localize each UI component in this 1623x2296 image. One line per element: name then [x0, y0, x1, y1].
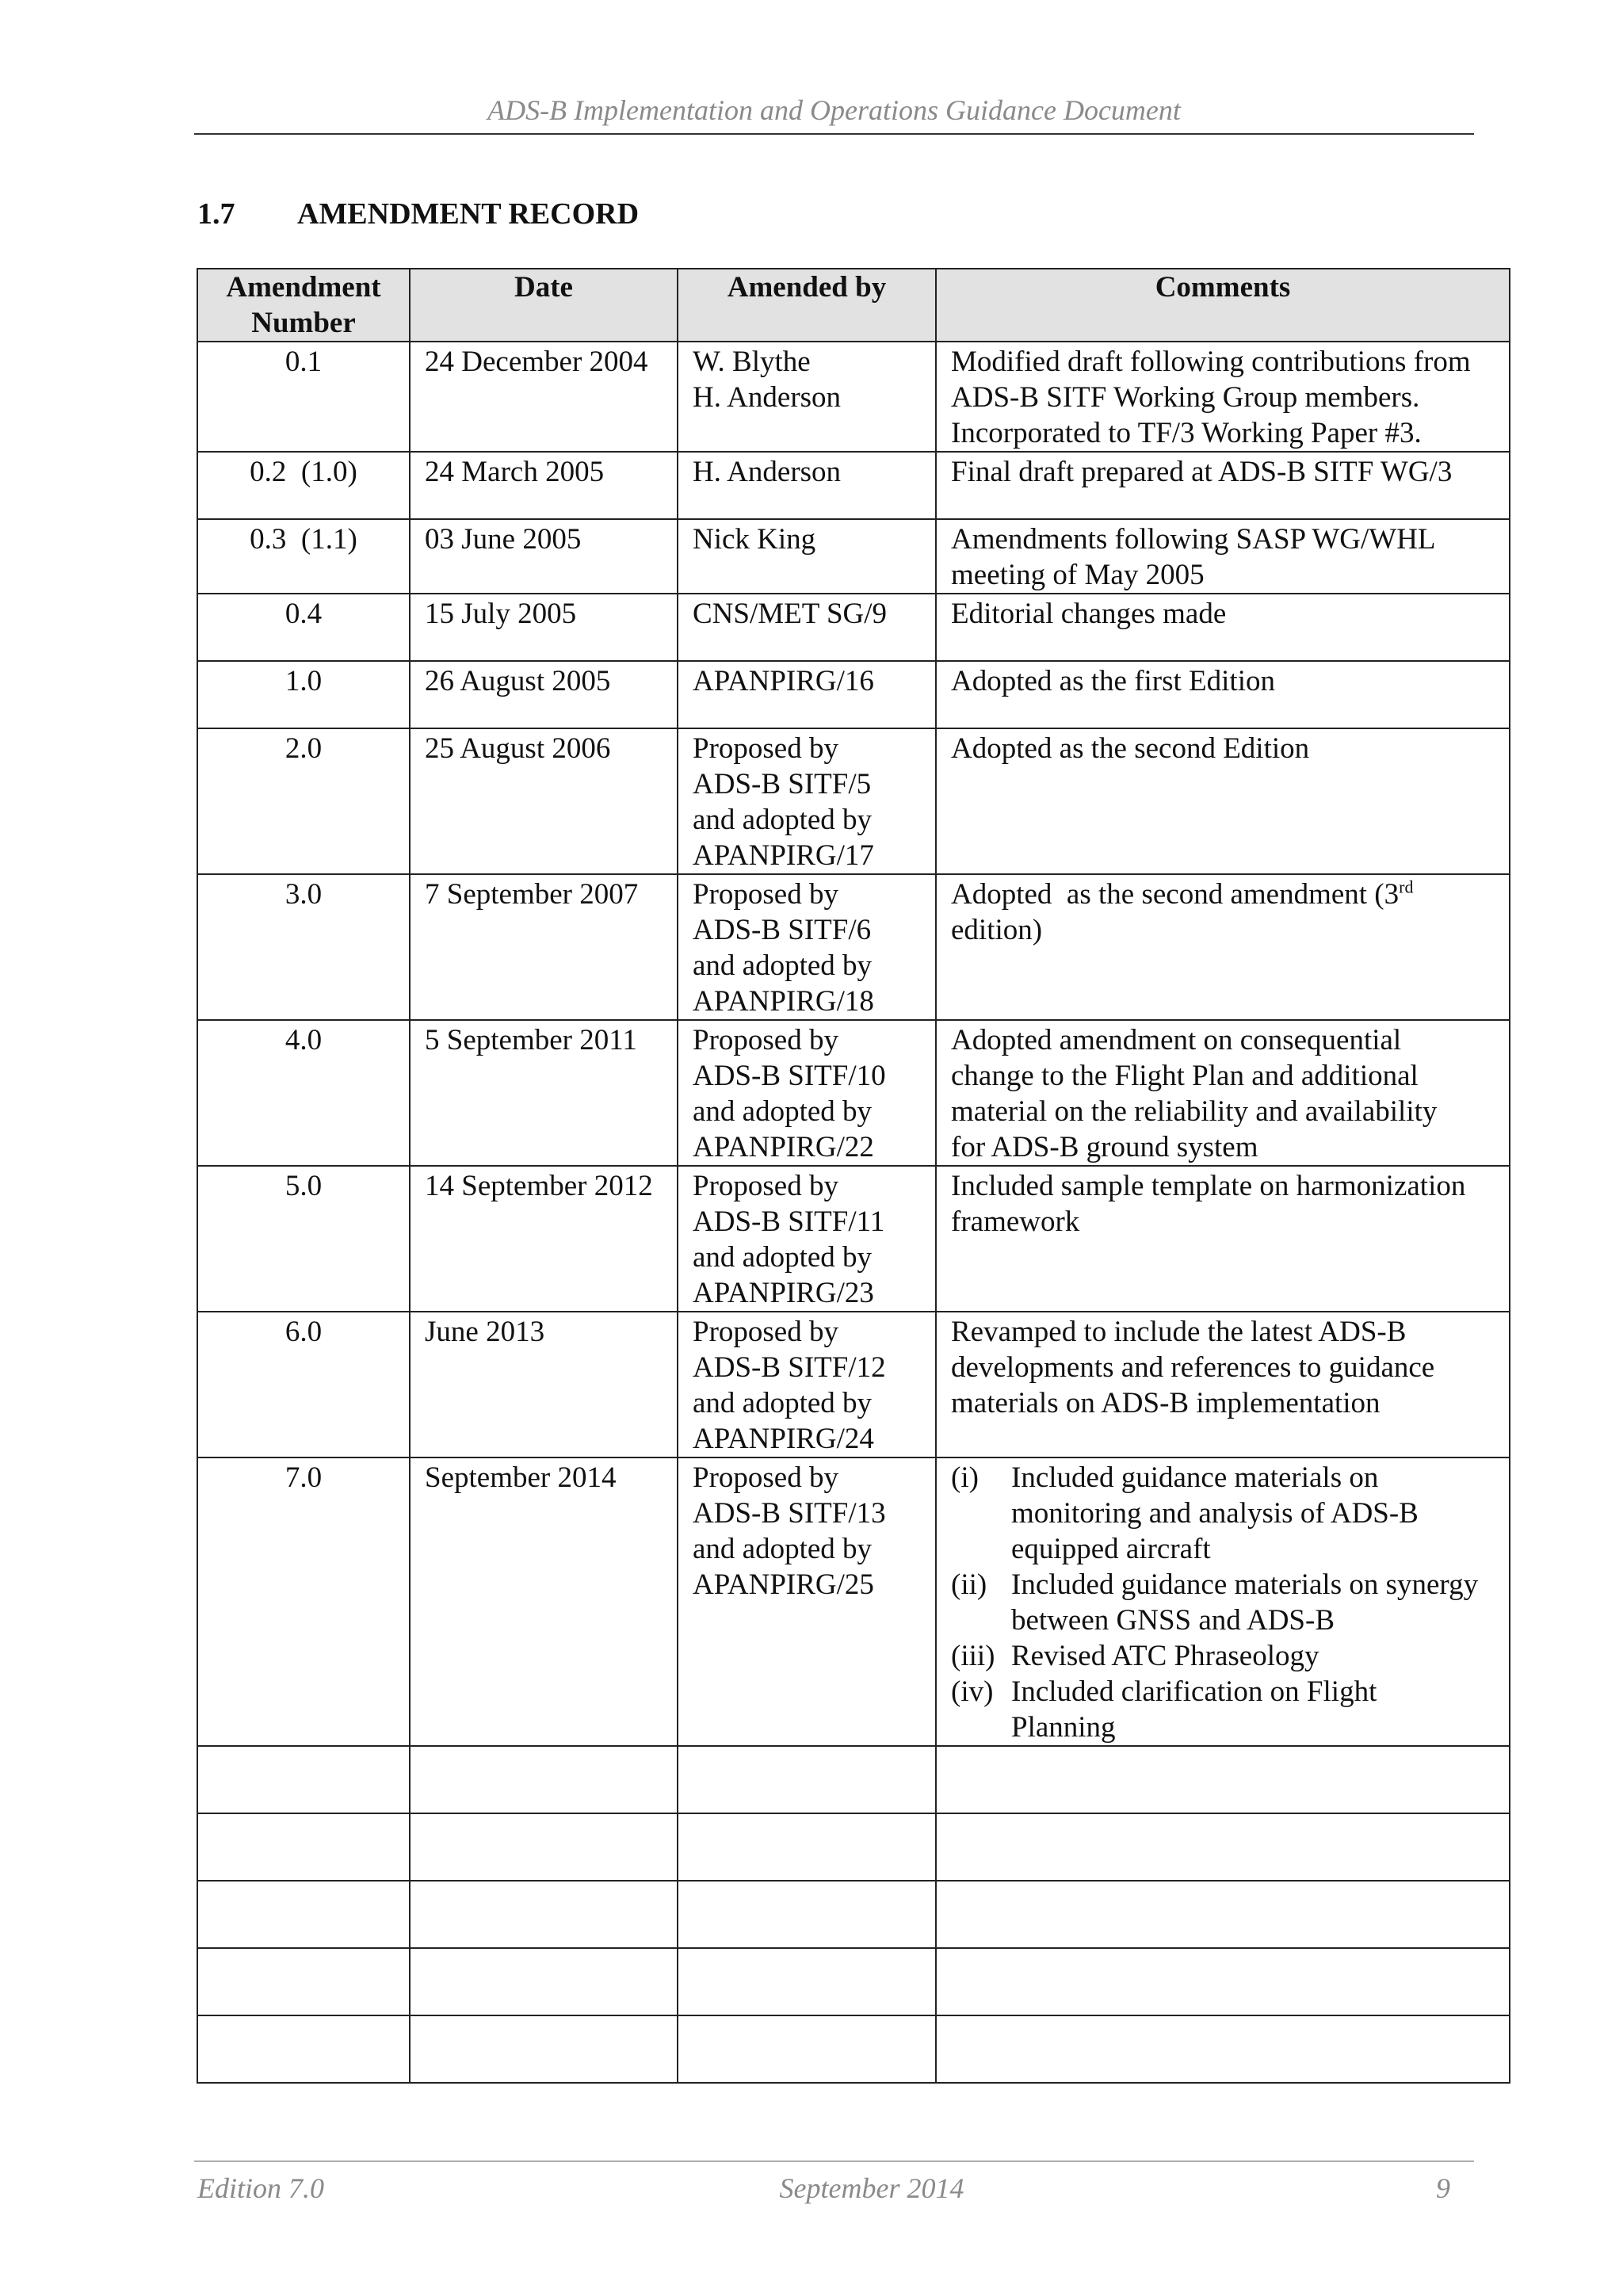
- amended-by-line: ADS-B SITF/12: [693, 1351, 886, 1384]
- table-row: [197, 1020, 1510, 1166]
- comments-cell: [936, 452, 1510, 519]
- amended-by-line: and adopted by: [693, 1241, 873, 1274]
- date-cell: 26 August 2005: [410, 661, 678, 728]
- list-marker: (iii): [951, 1640, 995, 1672]
- amended-by-line: APANPIRG/24: [693, 1423, 874, 1455]
- list-marker: (iv): [951, 1675, 994, 1708]
- comment-line: Revamped to include the latest ADS-B: [951, 1316, 1407, 1348]
- comments-cell: [936, 728, 1510, 874]
- comments-cell: [936, 874, 1510, 1020]
- amended-by-line: APANPIRG/18: [693, 985, 874, 1018]
- date-cell: June 2013: [410, 1312, 678, 1457]
- date-cell: 14 September 2012: [410, 1166, 678, 1312]
- amended-by-cell: [678, 594, 936, 661]
- amended-by-line: ADS-B SITF/5: [693, 768, 872, 800]
- amended-by-line: and adopted by: [693, 1095, 873, 1128]
- list-item-line: Included clarification on Flight: [1011, 1675, 1377, 1708]
- empty-cell: [197, 1881, 410, 1948]
- amendment-number-cell: 4.0: [197, 1020, 410, 1166]
- empty-table-row: [197, 1881, 1510, 1948]
- list-marker: (i): [951, 1461, 979, 1494]
- table-row: [197, 452, 1510, 519]
- comment-line: Included sample template on harmonization: [951, 1170, 1466, 1202]
- empty-cell: [197, 1813, 410, 1881]
- amended-by-line: and adopted by: [693, 804, 873, 836]
- list-item-line: between GNSS and ADS-B: [1011, 1604, 1335, 1637]
- column-header-amended-by: Amended by: [678, 269, 936, 342]
- date-cell: 24 March 2005: [410, 452, 678, 519]
- amended-by-line: CNS/MET SG/9: [693, 598, 888, 630]
- amendment-number-cell: 3.0: [197, 874, 410, 1020]
- list-item-line: monitoring and analysis of ADS-B: [1011, 1497, 1419, 1530]
- amended-by-cell: [678, 1457, 936, 1746]
- empty-cell: [197, 1948, 410, 2015]
- empty-cell: [410, 2015, 678, 2083]
- table-row: [197, 728, 1510, 874]
- amended-by-line: APANPIRG/23: [693, 1277, 874, 1309]
- empty-cell: [410, 1948, 678, 2015]
- amended-by-cell: [678, 874, 936, 1020]
- amended-by-line: APANPIRG/22: [693, 1131, 874, 1163]
- empty-cell: [936, 1948, 1510, 2015]
- comments-cell: [936, 1020, 1510, 1166]
- amended-by-cell: [678, 342, 936, 452]
- empty-cell: [936, 1813, 1510, 1881]
- empty-cell: [197, 1746, 410, 1813]
- comments-cell: [936, 1457, 1510, 1746]
- list-item-line: Planning: [1011, 1711, 1116, 1744]
- amendment-number-cell: 7.0: [197, 1457, 410, 1746]
- amended-by-cell: [678, 1166, 936, 1312]
- comments-cell: [936, 342, 1510, 452]
- table-header-row: [197, 269, 1510, 342]
- table-row: [197, 874, 1510, 1020]
- table-row: [197, 1312, 1510, 1457]
- comment-line: [951, 877, 1495, 912]
- column-header-label: Amendment Number: [226, 271, 381, 339]
- comment-line: framework: [951, 1205, 1080, 1238]
- amended-by-line: Proposed by: [693, 732, 838, 765]
- amended-by-line: APANPIRG/25: [693, 1568, 874, 1601]
- table-row: [197, 342, 1510, 452]
- table-row: [197, 661, 1510, 728]
- amended-by-line: Proposed by: [693, 1024, 838, 1056]
- list-item-line: Included guidance materials on: [1011, 1461, 1379, 1494]
- comment-line: materials on ADS-B implementation: [951, 1387, 1381, 1419]
- date-cell: 5 September 2011: [410, 1020, 678, 1166]
- column-header-date: Date: [410, 269, 678, 342]
- amended-by-line: H. Anderson: [693, 381, 842, 414]
- amended-by-cell: [678, 519, 936, 594]
- section-title: AMENDMENT RECORD: [297, 197, 640, 231]
- amended-by-line: ADS-B SITF/10: [693, 1060, 886, 1092]
- date-cell: September 2014: [410, 1457, 678, 1746]
- amended-by-line: ADS-B SITF/11: [693, 1205, 885, 1238]
- comment-list: [951, 1460, 1495, 1745]
- list-item-line: Revised ATC Phraseology: [1011, 1640, 1319, 1672]
- amendment-number-cell: 6.0: [197, 1312, 410, 1457]
- footer-edition: Edition 7.0: [197, 2172, 324, 2204]
- amended-by-line: W. Blythe: [693, 346, 811, 378]
- empty-cell: [936, 1746, 1510, 1813]
- amended-by-line: APANPIRG/16: [693, 665, 874, 697]
- empty-cell: [678, 1813, 936, 1881]
- amended-by-line: Proposed by: [693, 1461, 838, 1494]
- comment-line: Editorial changes made: [951, 598, 1227, 630]
- list-marker: (ii): [951, 1568, 987, 1601]
- comment-line: for ADS-B ground system: [951, 1131, 1258, 1163]
- date-cell: 7 September 2007: [410, 874, 678, 1020]
- empty-table-row: [197, 1813, 1510, 1881]
- empty-table-row: [197, 1948, 1510, 2015]
- amended-by-line: Proposed by: [693, 1316, 838, 1348]
- date-cell: 25 August 2006: [410, 728, 678, 874]
- amended-by-cell: [678, 1312, 936, 1457]
- empty-cell: [936, 2015, 1510, 2083]
- footer-date: September 2014: [779, 2172, 964, 2204]
- date-cell: 03 June 2005: [410, 519, 678, 594]
- amendment-number-cell: 2.0: [197, 728, 410, 874]
- comments-cell: [936, 519, 1510, 594]
- comment-line: ADS-B SITF Working Group members.: [951, 381, 1420, 414]
- amendment-number-cell: 0.4: [197, 594, 410, 661]
- comment-line: Modified draft following contributions from: [951, 346, 1471, 378]
- column-header-comments: Comments: [936, 269, 1510, 342]
- empty-cell: [678, 2015, 936, 2083]
- comment-line: Adopted as the second Edition: [951, 732, 1310, 765]
- amended-by-line: ADS-B SITF/13: [693, 1497, 886, 1530]
- amended-by-cell: [678, 452, 936, 519]
- comment-line: developments and references to guidance: [951, 1351, 1435, 1384]
- comment-line: material on the reliability and availability: [951, 1095, 1438, 1128]
- amended-by-line: Proposed by: [693, 878, 838, 911]
- amended-by-line: ADS-B SITF/6: [693, 914, 872, 946]
- table-row: [197, 1166, 1510, 1312]
- list-item: [951, 1674, 1495, 1745]
- comment-line: Final draft prepared at ADS-B SITF WG/3: [951, 456, 1453, 488]
- empty-cell: [410, 1746, 678, 1813]
- table-row: [197, 519, 1510, 594]
- amended-by-cell: [678, 728, 936, 874]
- amendment-number-cell: 0.1: [197, 342, 410, 452]
- comment-line: edition): [951, 914, 1043, 946]
- amended-by-line: Proposed by: [693, 1170, 838, 1202]
- amended-by-line: and adopted by: [693, 949, 873, 982]
- amendment-number-cell: 0.3 (1.1): [197, 519, 410, 594]
- amendment-record-table: [197, 268, 1510, 2084]
- comment-text: Adopted as the second amendment (3: [951, 878, 1400, 911]
- section-number: 1.7: [197, 197, 235, 231]
- empty-cell: [678, 1746, 936, 1813]
- amended-by-line: and adopted by: [693, 1387, 873, 1419]
- comments-cell: [936, 1312, 1510, 1457]
- amended-by-line: H. Anderson: [693, 456, 842, 488]
- amended-by-line: Nick King: [693, 523, 816, 556]
- comment-line: Incorporated to TF/3 Working Paper #3.: [951, 417, 1422, 449]
- empty-cell: [678, 1881, 936, 1948]
- table-row: [197, 1457, 1510, 1746]
- list-item-line: Included guidance materials on synergy: [1011, 1568, 1479, 1601]
- header-rule: [194, 133, 1474, 135]
- list-item: [951, 1638, 1495, 1674]
- comments-cell: [936, 594, 1510, 661]
- table-row: [197, 594, 1510, 661]
- amended-by-cell: [678, 1020, 936, 1166]
- amendment-number-cell: 0.2 (1.0): [197, 452, 410, 519]
- ordinal-superscript: rd: [1399, 877, 1414, 897]
- date-cell: 24 December 2004: [410, 342, 678, 452]
- date-cell: 15 July 2005: [410, 594, 678, 661]
- empty-cell: [936, 1881, 1510, 1948]
- amended-by-cell: [678, 661, 936, 728]
- comment-line: Adopted as the first Edition: [951, 665, 1275, 697]
- list-item: [951, 1460, 1495, 1567]
- amended-by-line: and adopted by: [693, 1533, 873, 1565]
- footer-rule: [194, 2160, 1474, 2162]
- section-heading: [197, 197, 639, 231]
- empty-table-row: [197, 1746, 1510, 1813]
- comment-line: Amendments following SASP WG/WHL: [951, 523, 1436, 556]
- amendment-number-cell: 1.0: [197, 661, 410, 728]
- comments-cell: [936, 661, 1510, 728]
- running-header: ADS-B Implementation and Operations Guidance Document: [487, 94, 1181, 126]
- list-item: [951, 1567, 1495, 1638]
- empty-table-row: [197, 2015, 1510, 2083]
- page-number: 9: [1436, 2172, 1450, 2204]
- amended-by-line: APANPIRG/17: [693, 839, 874, 872]
- comments-cell: [936, 1166, 1510, 1312]
- comment-line: meeting of May 2005: [951, 559, 1205, 591]
- empty-cell: [678, 1948, 936, 2015]
- comment-line: Adopted amendment on consequential: [951, 1024, 1402, 1056]
- list-item-line: equipped aircraft: [1011, 1533, 1211, 1565]
- amendment-number-cell: 5.0: [197, 1166, 410, 1312]
- empty-cell: [410, 1813, 678, 1881]
- column-header-amendment-number: [197, 269, 410, 342]
- comment-line: change to the Flight Plan and additional: [951, 1060, 1419, 1092]
- empty-cell: [197, 2015, 410, 2083]
- empty-cell: [410, 1881, 678, 1948]
